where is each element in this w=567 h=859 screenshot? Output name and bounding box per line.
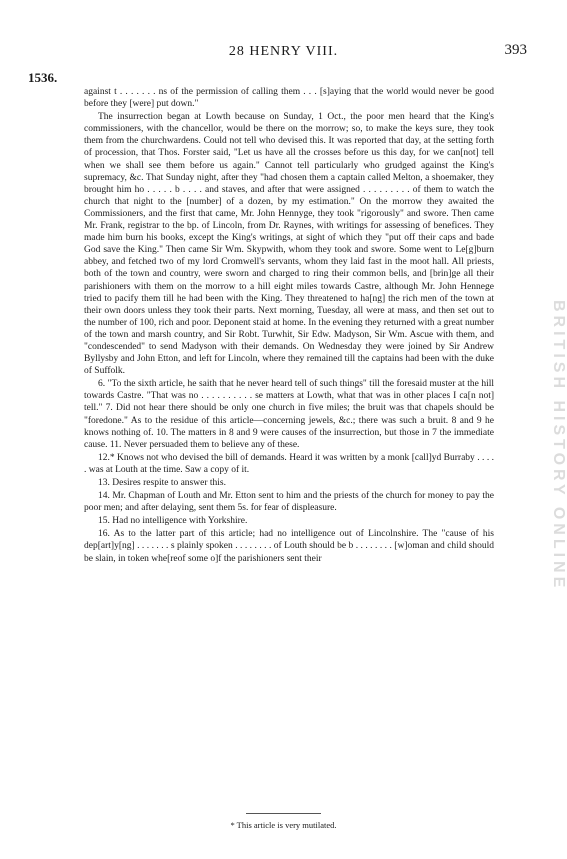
paragraph: against t . . . . . . . ns of the permission of calling them . . . [s]aying that the world would never be good before they [were] put down." (84, 87, 494, 110)
paragraph: 16. As to the latter part of this article; had no intelligence out of Lincolnshire. The "cause of his dep[art]y[ng] . . . . . . . s plainly spoken . . . . . . . . of Louth should be b . . . . . . . . [w]oman and child should be slain, in token whe[reof some o]f the parishioners sent their (84, 529, 494, 564)
paragraph: 14. Mr. Chapman of Louth and Mr. Etton sent to him and the priests of the church for money to pay the poor men; and after delaying, sent them 5s. for fear of displeasure. (84, 491, 494, 514)
paragraph: The insurrection began at Lowth because on Sunday, 1 Oct., the poor men heard that the King's commissioners, with the chancellor, would be there on the morrow; so, to make the keys sure, they took them from the churchwardens. Could not tell who devised this. It was reported that day, at the setting forth of procession, that Thos. Forster said, "Let us have all the crosses before us this day, for we can[not] tell when we shall see them before us again." Cannot tell particularly who grudged against the King's supremacy, &c. That Sunday night, after they "had chosen them a captain called Melton, a shoemaker, they brought him ho . . . . . b . . . . and staves, and after that were assigned . . . . . . . . . of them to watch the church that night to the [number] of a dozen, by my estimation." On the morrow they awaited the Commissioners, and the first that came, Mr. John Hennyge, they took "rigorously" and swore. Then came Mr. Frank, registrar to the bp. of Lincoln, from Dr. Raynes, with writings for assessing of benefices. They made him burn his books, except the King's writings, at sight of which they "put off their caps and bade God save the King." Then came Sir Wm. Skypwith, whom they took and swore. Some went to Le[g]burn abbey, and fetched two of my lord Cromwell's servants, whom they laid fast in the moot hall. All priests, both of the town and country, were sworn and charged to ring their common bells, and [brin]ge all their parishioners with them on the morrow to a hill eight miles towards Castre, although Mr. John Hennege tried to pacify them till he had been with the King. They threatened to ha[ng] the rich men of the town at their own doors unless they took their parts. Next morning, Tuesday, all were at mass, and then set out to the number of 100, rich and poor. Deponent staid at home. In the evening they returned with a great number of the town and marsh country, and Sir Robt. Turwhit, Sir Edw. Madyson, Sir Wm. Ascue with them, and "condescended" to send Madyson with their demands. On Wednesday they were joined by Sir Andrew Byllysby and John Etton, and left for Lincoln, where they remained till the captains had been with the duke of Suffolk. (84, 112, 494, 377)
paragraph: 15. Had no intelligence with Yorkshire. (98, 516, 248, 527)
running-header-title: 28 HENRY VIII. (228, 44, 339, 59)
paragraph: 13. Desires respite to answer this. (98, 478, 226, 488)
watermark: BRITISH HISTORY ONLINE (550, 300, 567, 592)
paragraph: 6. "To the sixth article, he saith that he never heard tell of such things" till the foresaid muster at the hill towards Castre. "That was no . . . . . . . . . . se matters at Lowth, what that was in other places I ca[n not] tell." 7. Did not hear there should be only one church in five miles; the bruit was that chapels should be "foredone." As to the residue of this article—concerning jewels, &c.; there was such a bruit. 8 and 9 he knows nothing of. 10. The matters in 8 and 9 were causes of the insurrection, but those in 7 the immediate cause. 11. Never persuaded them to believe any of these. (84, 379, 494, 450)
body-text (84, 86, 494, 566)
page-number: 393 (504, 42, 527, 58)
paragraph: 12.* Knows not who devised the bill of demands. Heard it was written by a monk [call]yd Burraby . . . . . was at Louth at the time. Saw a copy of it. (84, 452, 494, 475)
margin-year: 1536. (28, 70, 58, 85)
footnote-divider (246, 813, 321, 814)
footnote: * This article is very mutilated. (230, 820, 337, 830)
